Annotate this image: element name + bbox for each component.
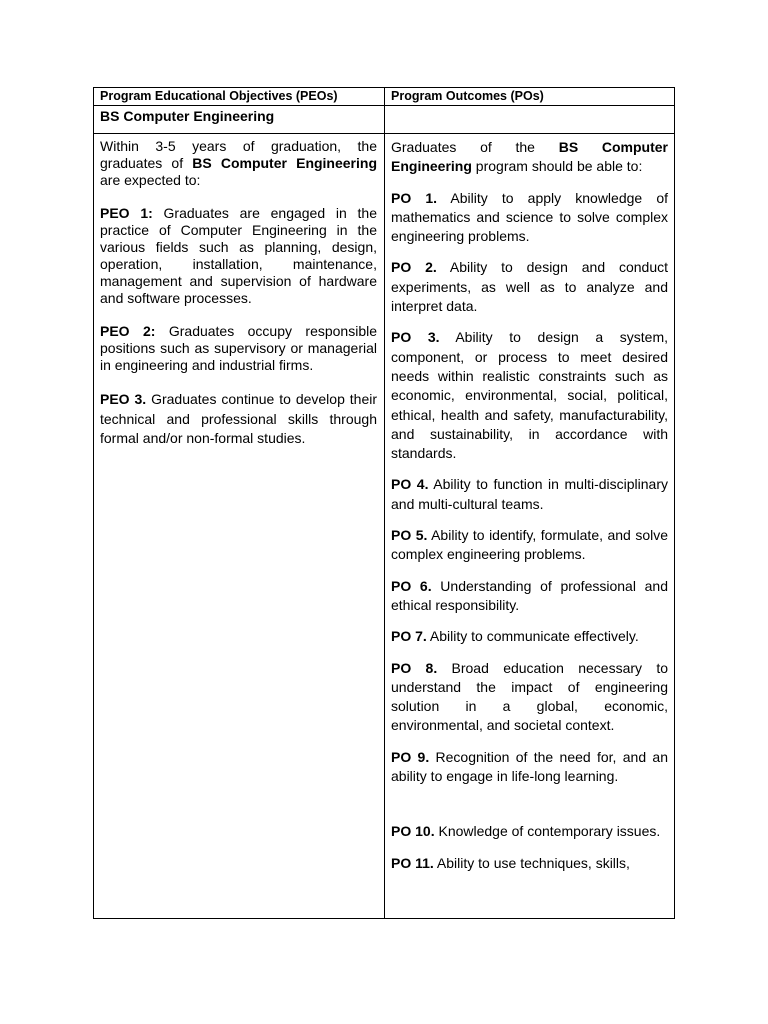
peo-label: PEO 2:: [100, 323, 156, 339]
po-item: [391, 258, 668, 316]
header-divider: [94, 105, 674, 106]
po-label: PO 9.: [391, 748, 430, 765]
po-label: PO 11.: [391, 854, 434, 871]
po-text: Understanding of professional and ethical responsibility.: [391, 577, 668, 613]
peo-intro: [100, 138, 377, 189]
po-label: PO 4.: [391, 476, 429, 493]
spacer: [391, 798, 668, 822]
po-text: Ability to design and conduct experiments, as well as to analyze and interpret data.: [391, 259, 669, 315]
po-intro: [391, 138, 668, 177]
peo-intro-program: BS Computer Engineering: [192, 155, 377, 171]
po-item: [391, 854, 668, 873]
po-label: PO 5.: [391, 527, 428, 544]
peo-text: Graduates are engaged in the practice of Computer Engineering in the various fields such as planning, design, operation, installation, maintenance, management and supervision of hardware and software processes.: [100, 205, 377, 306]
po-item: [391, 659, 668, 736]
po-text: Ability to use techniques, skills,: [433, 854, 630, 871]
po-item: [391, 577, 668, 616]
peo-item: [100, 323, 377, 374]
po-text: Ability to design a system, component, or process to meet desired needs within realistic constraints such as economic, environmental, social, political, ethical, health and safety, manufacturability, and sustainability, in accordance with standards.: [391, 329, 668, 462]
peo-label: PEO 3.: [100, 391, 147, 407]
po-text: Knowledge of contemporary issues.: [434, 823, 661, 840]
po-column-header: Program Outcomes (POs): [391, 89, 544, 103]
po-label: PO 10.: [391, 823, 435, 840]
po-label: PO 2.: [391, 259, 437, 276]
po-item: [391, 189, 668, 247]
po-label: PO 3.: [391, 329, 440, 346]
po-intro-tail: program should be able to:: [471, 158, 643, 175]
po-label: PO 1.: [391, 189, 438, 206]
peo-intro-text: Within 3-5 years of graduation, the graduates of: [100, 138, 377, 171]
peo-intro-tail: are expected to:: [100, 172, 201, 188]
peo-text: Graduates occupy responsible positions such as supervisory or managerial in engineering and industrial firms.: [100, 323, 378, 373]
po-text: Ability to identify, formulate, and solve complex engineering problems.: [391, 527, 668, 563]
po-text: Recognition of the need for, and an ability to engage in life-long learning.: [391, 748, 668, 785]
peo-text: Graduates continue to develop their technical and professional skills through formal and/or non-formal studies.: [100, 391, 378, 446]
po-label: PO 8.: [391, 659, 438, 676]
peo-label: PEO 1:: [100, 205, 153, 221]
po-item: [391, 748, 668, 787]
po-text: Ability to communicate effectively.: [426, 628, 639, 645]
po-text: Broad education necessary to understand the impact of engineering solution in a global, economic, environmental, and societal context.: [391, 659, 668, 734]
po-intro-text: Graduates of the: [391, 139, 559, 155]
po-text: Ability to apply knowledge of mathematics and science to solve complex engineering problems.: [391, 189, 668, 245]
po-intro-program: BS Computer Engineering: [391, 139, 668, 175]
po-label: PO 7.: [391, 628, 427, 645]
title-row-divider: [94, 133, 674, 134]
po-item: [391, 627, 668, 646]
objectives-table: [93, 87, 675, 919]
program-title: BS Computer Engineering: [100, 108, 275, 124]
po-text: Ability to function in multi-disciplinary and multi-cultural teams.: [391, 476, 668, 512]
po-item: [391, 526, 668, 565]
peo-item: [100, 205, 377, 307]
po-label: PO 6.: [391, 577, 432, 594]
peo-item: [100, 390, 377, 449]
column-divider: [384, 88, 385, 918]
po-item: [391, 328, 668, 463]
po-item: [391, 822, 668, 841]
po-column: [391, 138, 668, 885]
po-item: [391, 475, 668, 514]
peo-column-header: Program Educational Objectives (PEOs): [100, 89, 338, 103]
peo-column: [100, 138, 377, 465]
